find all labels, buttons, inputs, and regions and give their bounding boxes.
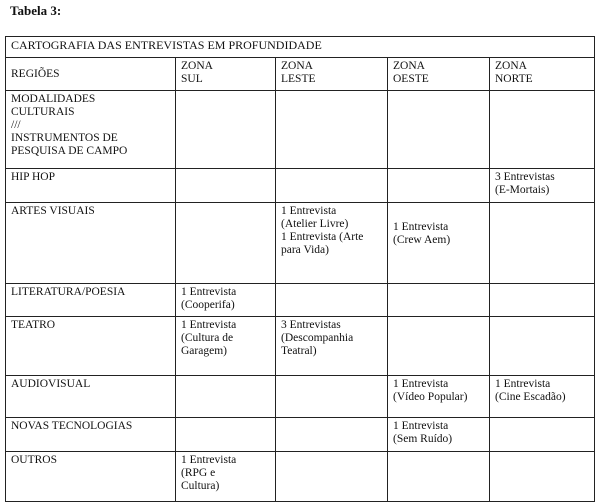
zone-header-leste: ZONA LESTE (276, 58, 388, 91)
table-cell: 1 Entrevista (Cine Escadão) (490, 376, 595, 418)
table-cell: 1 Entrevista (Crew Aem) (388, 203, 490, 284)
table-row (6, 317, 595, 376)
modalities-label: MODALIDADES CULTURAIS /// INSTRUMENTOS DE PESQUISA DE CAMPO (6, 91, 176, 169)
zone-header-norte: ZONA NORTE (490, 58, 595, 91)
table-row (6, 169, 595, 203)
row-label: TEATRO (6, 317, 176, 376)
table-cell: 3 Entrevistas (E-Mortais) (490, 169, 595, 203)
table-cell (276, 169, 388, 203)
table-cell (388, 452, 490, 502)
table-cell (490, 418, 595, 452)
regions-header: REGIÕES (6, 58, 176, 91)
row-label: ARTES VISUAIS (6, 203, 176, 284)
table-cell (176, 169, 276, 203)
table-row (6, 376, 595, 418)
table-cell (490, 284, 595, 317)
table-cell (276, 418, 388, 452)
row-label: HIP HOP (6, 169, 176, 203)
table-cell (176, 203, 276, 284)
table-cell (276, 452, 388, 502)
table-cell: 1 Entrevista (Cooperifa) (176, 284, 276, 317)
table-cell (490, 91, 595, 169)
row-label: OUTROS (6, 452, 176, 502)
table-cell: 1 Entrevista (Sem Ruído) (388, 418, 490, 452)
table-title: CARTOGRAFIA DAS ENTREVISTAS EM PROFUNDIDADE (6, 37, 595, 58)
table-cell (490, 452, 595, 502)
table-cell: 3 Entrevistas (Descompanhia Teatral) (276, 317, 388, 376)
row-label: NOVAS TECNOLOGIAS (6, 418, 176, 452)
table-row (6, 203, 595, 284)
table-cell (176, 91, 276, 169)
table-cell (276, 284, 388, 317)
table-cell: 1 Entrevista (Vídeo Popular) (388, 376, 490, 418)
zone-header-oeste: ZONA OESTE (388, 58, 490, 91)
interviews-table (5, 36, 595, 502)
table-cell: 1 Entrevista (Atelier Livre) 1 Entrevista (Arte para Vida) (276, 203, 388, 284)
table-cell (276, 376, 388, 418)
header-row (6, 58, 595, 91)
table-cell: 1 Entrevista (Cultura de Garagem) (176, 317, 276, 376)
table-cell (176, 376, 276, 418)
table-cell (388, 284, 490, 317)
table-cell: 1 Entrevista (RPG e Cultura) (176, 452, 276, 502)
table-cell (176, 418, 276, 452)
row-label: LITERATURA/POESIA (6, 284, 176, 317)
table-caption: Tabela 3: (10, 3, 62, 18)
table-cell (388, 317, 490, 376)
row-label: AUDIOVISUAL (6, 376, 176, 418)
modalities-row (6, 91, 595, 169)
table-row (6, 284, 595, 317)
zone-header-sul: ZONA SUL (176, 58, 276, 91)
table-row (6, 418, 595, 452)
table-cell (388, 91, 490, 169)
table-cell (276, 91, 388, 169)
table-cell (490, 203, 595, 284)
table-row (6, 452, 595, 502)
table-cell (388, 169, 490, 203)
table-cell (490, 317, 595, 376)
